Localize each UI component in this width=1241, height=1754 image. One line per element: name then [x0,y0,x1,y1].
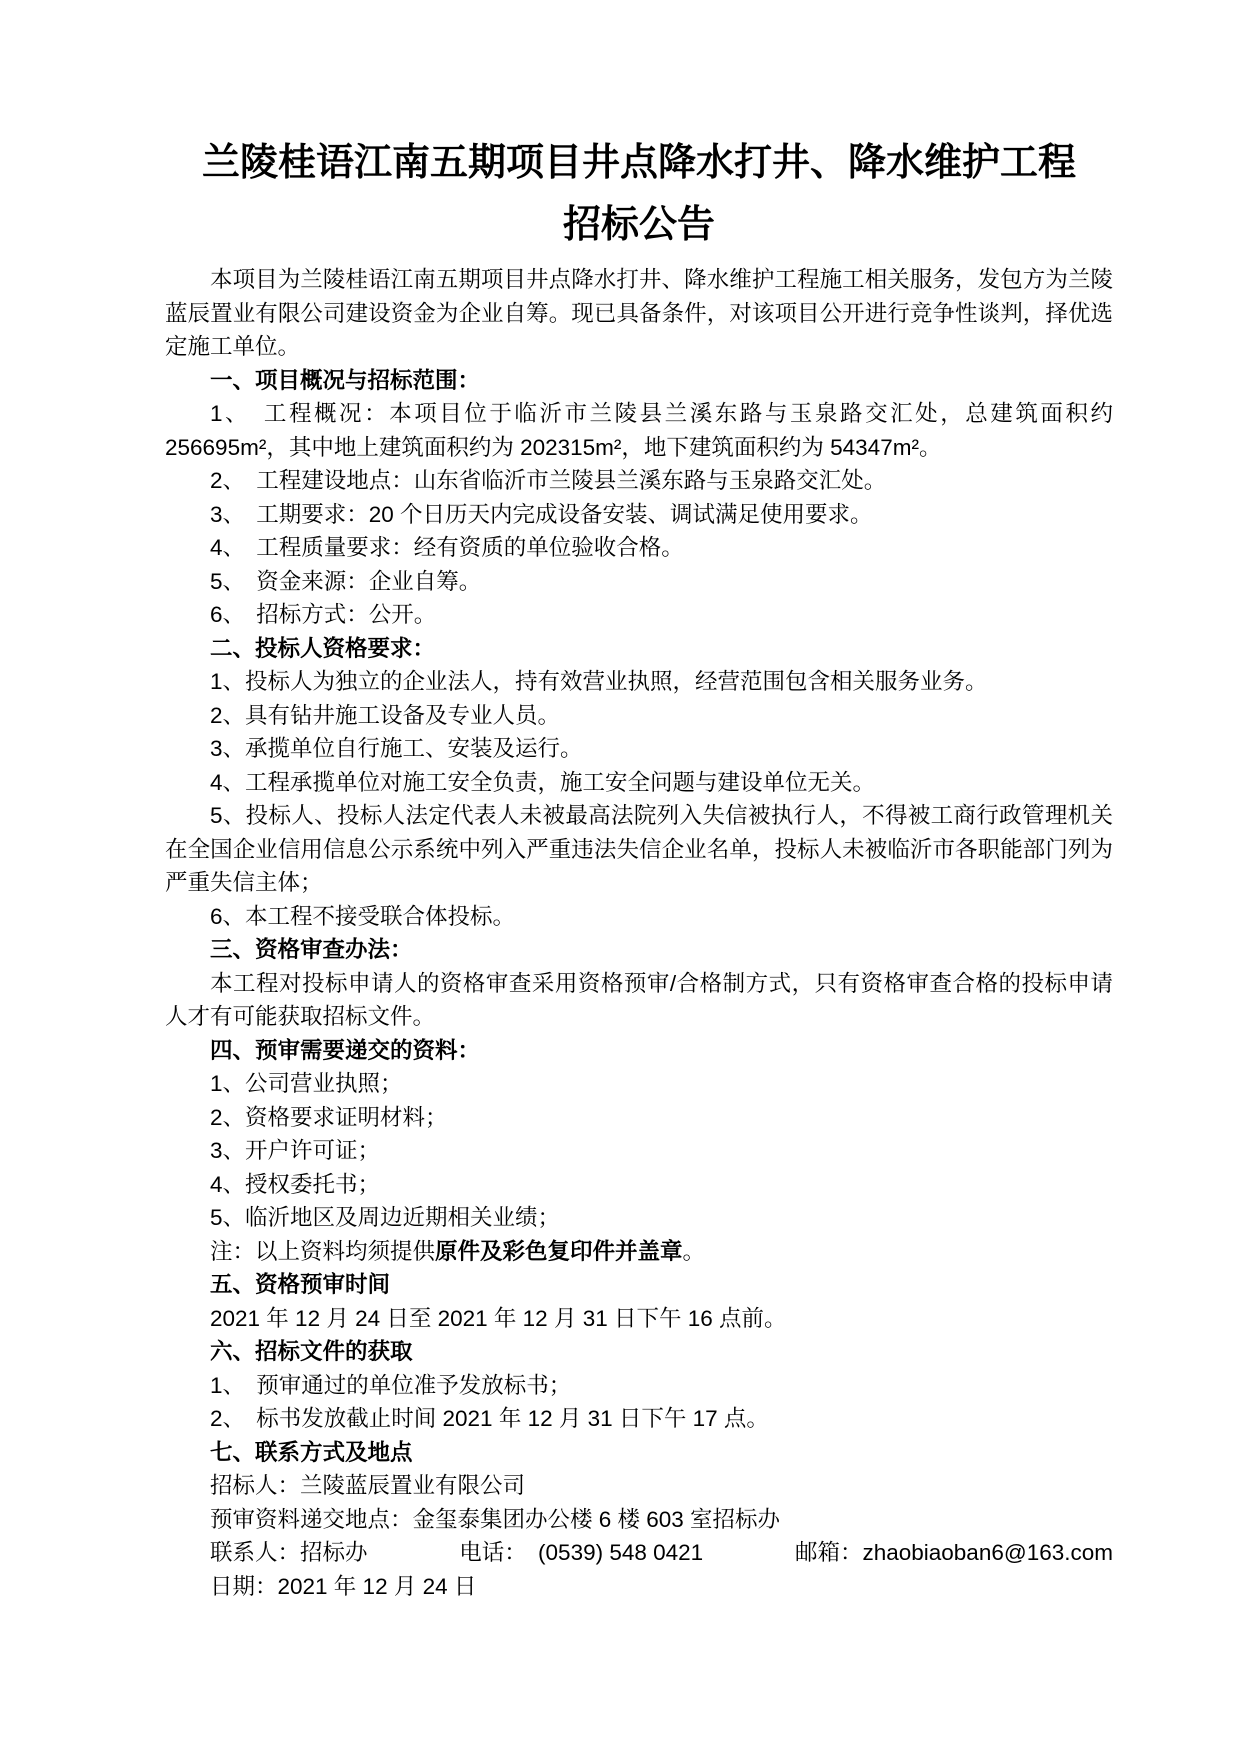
section-4-item: 4、授权委托书； [210,1171,381,1197]
document-body [165,263,1113,1603]
section-1-item: 1、 工程概况：本项目位于临沂市兰陵县兰溪东路与玉泉路交汇处，总建筑面积约 256695m²，其中地上建筑面积约为 202315m²，地下建筑面积约为 54347m²。 [165,401,1113,460]
section-1-item: 6、 招标方式：公开。 [210,602,437,627]
contact-person: 联系人：招标办 [210,1540,368,1565]
document-subtitle: 招标公告 [562,204,715,246]
section-1-item: 3、 工期要求：20 个日历天内完成设备安装、调试满足使用要求。 [210,501,873,527]
contact-phone: 电话： (0539) 548 0421 [459,1540,704,1565]
note-suffix: 。 [682,1238,706,1264]
section-3-heading: 三、资格审查办法： [210,937,413,962]
section-1-item: 5、 资金来源：企业自筹。 [210,568,482,594]
section-4-item: 1、公司营业执照； [210,1071,403,1096]
section-5-heading: 五、资格预审时间 [210,1272,391,1297]
note-bold-text: 原件及彩色复印件并盖章 [435,1238,683,1264]
section-2-heading: 二、投标人资格要求： [210,635,436,661]
contact-email: 邮箱：zhaobiaoban6@163.com [794,1540,1113,1565]
section-4-item: 2、资格要求证明材料； [210,1104,448,1130]
section-5-paragraph: 2021 年 12 月 24 日至 2021 年 12 月 31 日下午 16 点前。 [210,1305,787,1331]
document-title: 兰陵桂语江南五期项目井点降水打井、降水维护工程 [201,142,1076,184]
title-block [165,132,1113,256]
note-prefix: 注：以上资料均须提供 [210,1238,436,1264]
section-7-heading: 七、联系方式及地点 [210,1439,413,1465]
section-6-item: 1、 预审通过的单位准予发放标书； [210,1372,572,1398]
section-2-item: 6、本工程不接受联合体投标。 [210,903,516,929]
section-1-item: 2、 工程建设地点：山东省临沂市兰陵县兰溪东路与玉泉路交汇处。 [210,468,887,493]
section-6-item: 2、 标书发放截止时间 2021 年 12 月 31 日下午 17 点。 [210,1406,769,1431]
section-3-paragraph: 本工程对投标申请人的资格审查采用资格预审/合格制方式，只有资格审查合格的投标申请人才有可能获取招标文件。 [165,970,1113,1029]
section-1-heading: 一、项目概况与招标范围： [210,367,481,393]
section-4-heading: 四、预审需要递交的资料： [210,1037,481,1063]
section-2-item: 5、投标人、投标人法定代表人未被最高法院列入失信被执行人，不得被工商行政管理机关在全国企业信用信息公示系统中列入严重违法失信企业名单，投标人未被临沂市各职能部门列为严重失信主体； [165,803,1113,895]
section-4-note [165,1235,1113,1269]
section-2-item: 4、工程承揽单位对施工安全负责，施工安全问题与建设单位无关。 [210,769,876,795]
contact-line [165,1536,1113,1570]
section-2-item: 2、具有钻井施工设备及专业人员。 [210,702,561,728]
section-2-item: 1、投标人为独立的企业法人，持有效营业执照，经营范围包含相关服务业务。 [210,669,988,694]
section-2-item: 3、承揽单位自行施工、安装及运行。 [210,736,583,761]
intro-paragraph: 本项目为兰陵桂语江南五期项目井点降水打井、降水维护工程施工相关服务，发包方为兰陵蓝辰置业有限公司建设资金为企业自筹。现已具备条件，对该项目公开进行竞争性谈判，择优选定施工单位。 [165,267,1113,359]
address-line: 预审资料递交地点：金玺泰集团办公楼 6 楼 603 室招标办 [210,1506,781,1532]
section-1-item: 4、 工程质量要求：经有资质的单位验收合格。 [210,535,684,560]
section-6-heading: 六、招标文件的获取 [210,1339,413,1364]
section-4-item: 3、开户许可证； [210,1138,381,1163]
bidder-line: 招标人：兰陵蓝辰置业有限公司 [210,1473,526,1498]
date-line: 日期：2021 年 12 月 24 日 [210,1573,477,1599]
section-4-item: 5、临沂地区及周边近期相关业绩； [210,1205,561,1230]
